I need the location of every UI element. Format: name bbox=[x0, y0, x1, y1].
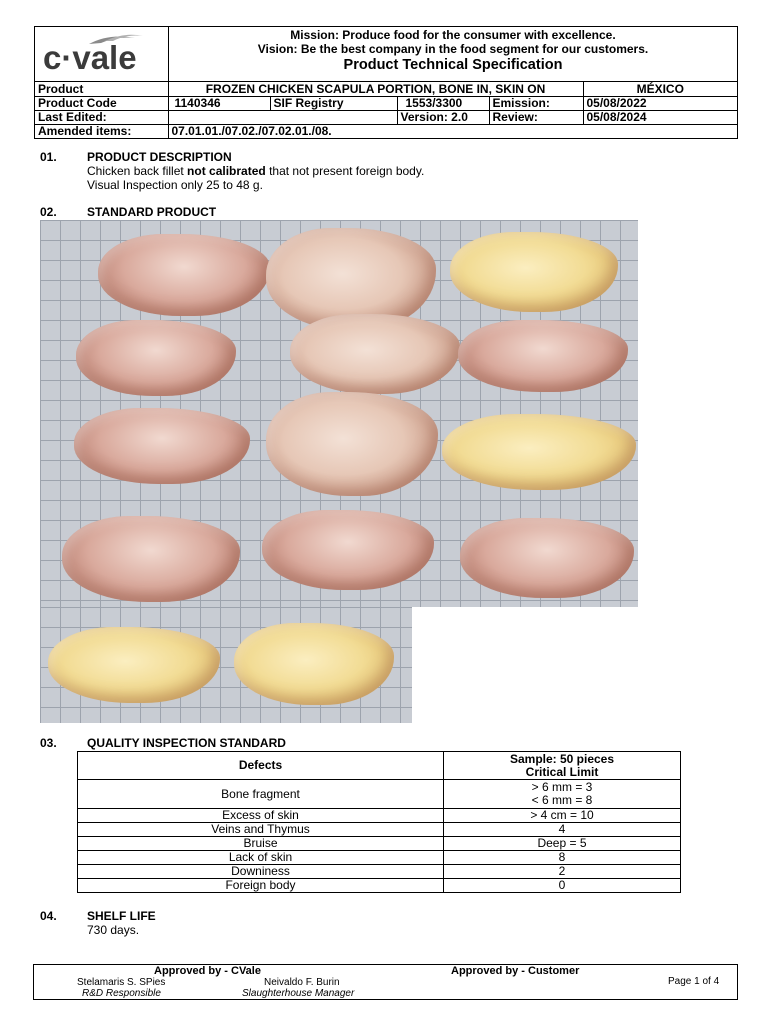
product-piece bbox=[458, 320, 628, 392]
table-row bbox=[78, 780, 681, 809]
signer-2-name: Neivaldo F. Burin bbox=[264, 977, 340, 988]
section-quality-inspection bbox=[40, 736, 286, 750]
defect-cell: Veins and Thymus bbox=[78, 823, 444, 837]
section-number: 04. bbox=[40, 909, 57, 923]
logo-wordmark: c·vale bbox=[42, 39, 137, 76]
limit-cell: 8 bbox=[444, 851, 681, 865]
version-label: Version: 2.0 bbox=[397, 110, 489, 124]
review-label: Review: bbox=[489, 110, 583, 124]
shelf-life-value: 730 days. bbox=[87, 923, 140, 937]
product-piece bbox=[442, 414, 636, 490]
code-label: Product Code bbox=[35, 96, 168, 110]
meta-row-amended bbox=[35, 124, 737, 138]
document-title: Product Technical Specification bbox=[343, 57, 563, 73]
limit-cell: > 6 mm = 3 < 6 mm = 8 bbox=[444, 780, 681, 809]
section-shelf-life bbox=[40, 909, 156, 937]
limit-cell: 0 bbox=[444, 879, 681, 893]
approved-by-cvale: Approved by - CVale bbox=[154, 965, 261, 977]
meta-row-product bbox=[35, 82, 737, 96]
section-title: STANDARD PRODUCT bbox=[87, 205, 217, 219]
product-piece bbox=[290, 314, 460, 394]
limit-cell: > 4 cm = 10 bbox=[444, 809, 681, 823]
product-piece bbox=[262, 510, 434, 590]
table-row bbox=[78, 837, 681, 851]
meta-row-edited bbox=[35, 110, 737, 124]
defect-cell: Lack of skin bbox=[78, 851, 444, 865]
product-piece bbox=[450, 232, 618, 312]
description-line-1: Chicken back fillet not calibrated that not present foreign body. bbox=[87, 164, 425, 178]
section-product-description bbox=[40, 150, 424, 192]
table-row bbox=[78, 851, 681, 865]
not-calibrated-emphasis: not calibrated bbox=[187, 164, 266, 178]
spec-header bbox=[34, 26, 738, 139]
product-piece bbox=[76, 320, 236, 396]
emission-value: 05/08/2022 bbox=[583, 96, 737, 110]
vision-statement: Vision: Be the best company in the food segment for our customers. bbox=[257, 42, 649, 56]
product-piece bbox=[98, 234, 270, 316]
code-value: 1140346 bbox=[168, 96, 270, 110]
product-label: Product bbox=[35, 82, 168, 96]
product-meta-table bbox=[35, 82, 737, 138]
product-piece bbox=[62, 516, 240, 602]
product-name: FROZEN CHICKEN SCAPULA PORTION, BONE IN, SKIN ON bbox=[168, 82, 583, 96]
emission-label: Emission: bbox=[489, 96, 583, 110]
product-piece bbox=[266, 392, 438, 496]
defects-header: Defects bbox=[78, 752, 444, 780]
edited-value bbox=[168, 110, 397, 124]
description-line-2: Visual Inspection only 25 to 48 g. bbox=[87, 178, 263, 192]
approved-by-customer: Approved by - Customer bbox=[451, 965, 580, 977]
section-number: 03. bbox=[40, 736, 57, 750]
product-underside-photo bbox=[40, 607, 412, 723]
page-number: Page 1 of 4 bbox=[668, 976, 720, 987]
table-row bbox=[78, 879, 681, 893]
signer-1-name: Stelamaris S. SPies bbox=[77, 977, 166, 988]
standard-product-photo bbox=[40, 220, 638, 607]
section-number: 01. bbox=[40, 150, 57, 164]
table-row bbox=[78, 865, 681, 879]
review-value: 05/08/2024 bbox=[583, 110, 737, 124]
edited-label: Last Edited: bbox=[35, 110, 168, 124]
section-number: 02. bbox=[40, 205, 57, 219]
critical-limit-header: Sample: 50 pieces Critical Limit bbox=[444, 752, 681, 780]
country: MÉXICO bbox=[583, 82, 737, 96]
section-title: QUALITY INSPECTION STANDARD bbox=[87, 736, 286, 750]
table-header-row bbox=[78, 752, 681, 780]
amended-value: 07.01.01./07.02./07.02.01./08. bbox=[168, 124, 737, 138]
mission-statement: Mission: Produce food for the consumer with excellence. bbox=[290, 28, 616, 42]
limit-cell: 4 bbox=[444, 823, 681, 837]
limit-cell: Deep = 5 bbox=[444, 837, 681, 851]
product-piece bbox=[48, 627, 220, 703]
defect-cell: Foreign body bbox=[78, 879, 444, 893]
defect-cell: Bone fragment bbox=[78, 780, 444, 809]
approval-footer bbox=[33, 964, 738, 1000]
product-piece bbox=[74, 408, 250, 484]
signer-1-role: R&D Responsible bbox=[82, 988, 161, 999]
quality-inspection-table bbox=[77, 751, 681, 893]
product-piece bbox=[460, 518, 634, 598]
section-title: PRODUCT DESCRIPTION bbox=[87, 150, 232, 164]
amended-label: Amended items: bbox=[35, 124, 168, 138]
cvale-logo-mark bbox=[39, 31, 165, 77]
table-row bbox=[78, 823, 681, 837]
defect-cell: Excess of skin bbox=[78, 809, 444, 823]
sif-label: SIF Registry bbox=[270, 96, 397, 110]
meta-row-code bbox=[35, 96, 737, 110]
defect-cell: Bruise bbox=[78, 837, 444, 851]
defect-cell: Downiness bbox=[78, 865, 444, 879]
sif-value: 1553/3300 bbox=[397, 96, 489, 110]
product-piece bbox=[234, 623, 394, 705]
limit-cell: 2 bbox=[444, 865, 681, 879]
signer-2-role: Slaughterhouse Manager bbox=[242, 988, 355, 999]
section-title: SHELF LIFE bbox=[87, 909, 156, 923]
section-standard-product bbox=[40, 205, 216, 219]
table-row bbox=[78, 809, 681, 823]
cvale-logo bbox=[35, 27, 169, 81]
